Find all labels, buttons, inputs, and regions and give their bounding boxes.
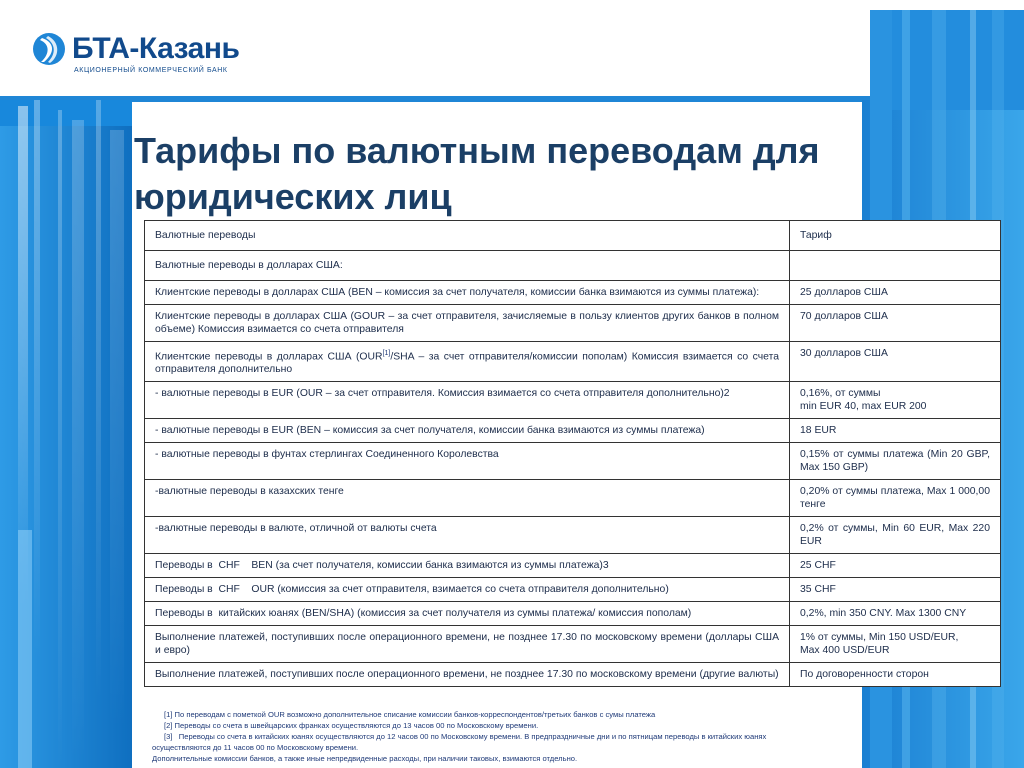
table-header-row — [145, 221, 1001, 251]
footnote-ref-link[interactable]: [1] — [382, 350, 391, 357]
table-row — [145, 626, 1001, 663]
table-row — [145, 602, 1001, 626]
left-decoration — [0, 100, 132, 768]
service-text-end: /SHA – за счет отправителя/комиссии пополам) Комиссия взимается со счета отправителя дополнительно — [155, 351, 779, 376]
tariff-line: 1% от суммы, Min 150 USD/EUR, — [800, 632, 959, 644]
table-cell-tariff: 18 EUR — [790, 419, 1001, 443]
table-cell-service: -валютные переводы в валюте, отличной от валюты счета — [145, 517, 790, 554]
table-cell-tariff — [790, 382, 1001, 419]
table-row — [145, 305, 1001, 342]
table-row — [145, 342, 1001, 382]
bank-logo-icon — [32, 30, 68, 68]
table-cell-service: - валютные переводы в фунтах стерлингах Соединенного Королевства — [145, 443, 790, 480]
table-cell-service: - валютные переводы в EUR (OUR – за счет отправителя. Комиссия взимается со счета отправителя дополнительно)2 — [145, 382, 790, 419]
table-cell-tariff: 25 долларов США — [790, 281, 1001, 305]
table-cell-tariff: 30 долларов США — [790, 342, 1001, 382]
table-cell-tariff: 0,15% от суммы платежа (Min 20 GBP, Max 150 GBP) — [790, 443, 1001, 480]
table-cell-service: Переводы в CHF BEN (за счет получателя, комиссии банка взимаются из суммы платежа)3 — [145, 554, 790, 578]
table-cell-tariff: 0,2% от суммы, Min 60 EUR, Max 220 EUR — [790, 517, 1001, 554]
table-row — [145, 663, 1001, 687]
table-row — [145, 517, 1001, 554]
table-cell-tariff: 0,2%, min 350 CNY. Max 1300 CNY — [790, 602, 1001, 626]
table-cell-service: Выполнение платежей, поступивших после операционного времени, не позднее 17.30 по московскому времени (другие валюты) — [145, 663, 790, 687]
table-cell-service: Переводы в китайских юанях (BEN/SHA) (комиссия за счет получателя из суммы платежа/ комиссия пополам) — [145, 602, 790, 626]
footnote-3-continued: осуществляются до 11 часов 00 по Московскому времени. — [152, 743, 359, 752]
table-row — [145, 443, 1001, 480]
table-header-service: Валютные переводы — [145, 221, 790, 251]
table-cell-tariff — [790, 251, 1001, 281]
table-header-tariff: Тариф — [790, 221, 1001, 251]
table-cell-service: Валютные переводы в долларах США: — [145, 251, 790, 281]
table-cell-service: Клиентские переводы в долларах США (GOUR – за счет отправителя, зачисляемые в пользу клиентов других банков в полном объеме) Комиссия взимается со счета отправителя — [145, 305, 790, 342]
table-row — [145, 578, 1001, 602]
footnotes — [152, 709, 1012, 764]
footnote-2: [2] Переводы со счета в швейцарских франках осуществляются до 13 часов 00 по Московскому времени. — [164, 721, 539, 730]
table-cell-service: Переводы в CHF OUR (комиссия за счет отправителя, взимается со счета отправителя дополнительно) — [145, 578, 790, 602]
table-cell-tariff: По договоренности сторон — [790, 663, 1001, 687]
table-cell-service — [145, 342, 790, 382]
table-row — [145, 554, 1001, 578]
table-cell-tariff: 35 CHF — [790, 578, 1001, 602]
tariff-line: 0,16%, от суммы — [800, 388, 881, 400]
table-row — [145, 480, 1001, 517]
footnote-3: [3] Переводы со счета в китайских юанях осуществляются до 12 часов 00 по Московскому времени. В предпраздничные дни и по пятницам переводы в китайских юанях — [164, 732, 767, 741]
footnote-additional: Дополнительные комиссии банков, а также иные непредвиденные расходы, при наличии таковых, взимаются отдельно. — [152, 754, 578, 763]
bank-logo-subtitle: АКЦИОНЕРНЫЙ КОММЕРЧЕСКИЙ БАНК — [74, 67, 228, 74]
tariff-table — [144, 220, 1001, 687]
table-cell-service: Выполнение платежей, поступивших после операционного времени, не позднее 17.30 по московскому времени (доллары США и евро) — [145, 626, 790, 663]
tariff-line: min EUR 40, max EUR 200 — [800, 401, 927, 413]
table-cell-service: -валютные переводы в казахских тенге — [145, 480, 790, 517]
table-cell-service: Клиентские переводы в долларах США (BEN – комиссия за счет получателя, комиссии банка взимаются из суммы платежа): — [145, 281, 790, 305]
table-row — [145, 419, 1001, 443]
tariff-line: Max 400 USD/EUR — [800, 645, 890, 657]
bank-logo-name: БТА-Казань — [72, 32, 240, 65]
footnote-1: [1] По переводам с пометкой OUR возможно дополнительное списание комиссии банков-корреспондентов/третьих банков с сумы платежа — [164, 710, 656, 719]
table-cell-tariff: 25 CHF — [790, 554, 1001, 578]
table-cell-service: - валютные переводы в EUR (BEN – комиссия за счет получателя, комиссии банка взимаются из суммы платежа) — [145, 419, 790, 443]
table-cell-tariff: 70 долларов США — [790, 305, 1001, 342]
table-cell-tariff: 0,20% от суммы платежа, Max 1 000,00 тенге — [790, 480, 1001, 517]
table-row — [145, 251, 1001, 281]
service-text-start: Клиентские переводы в долларах США (OUR — [155, 351, 383, 363]
page-title: Тарифы по валютным переводам для юридических лиц — [134, 130, 820, 217]
table-row — [145, 382, 1001, 419]
table-cell-tariff — [790, 626, 1001, 663]
table-row — [145, 281, 1001, 305]
